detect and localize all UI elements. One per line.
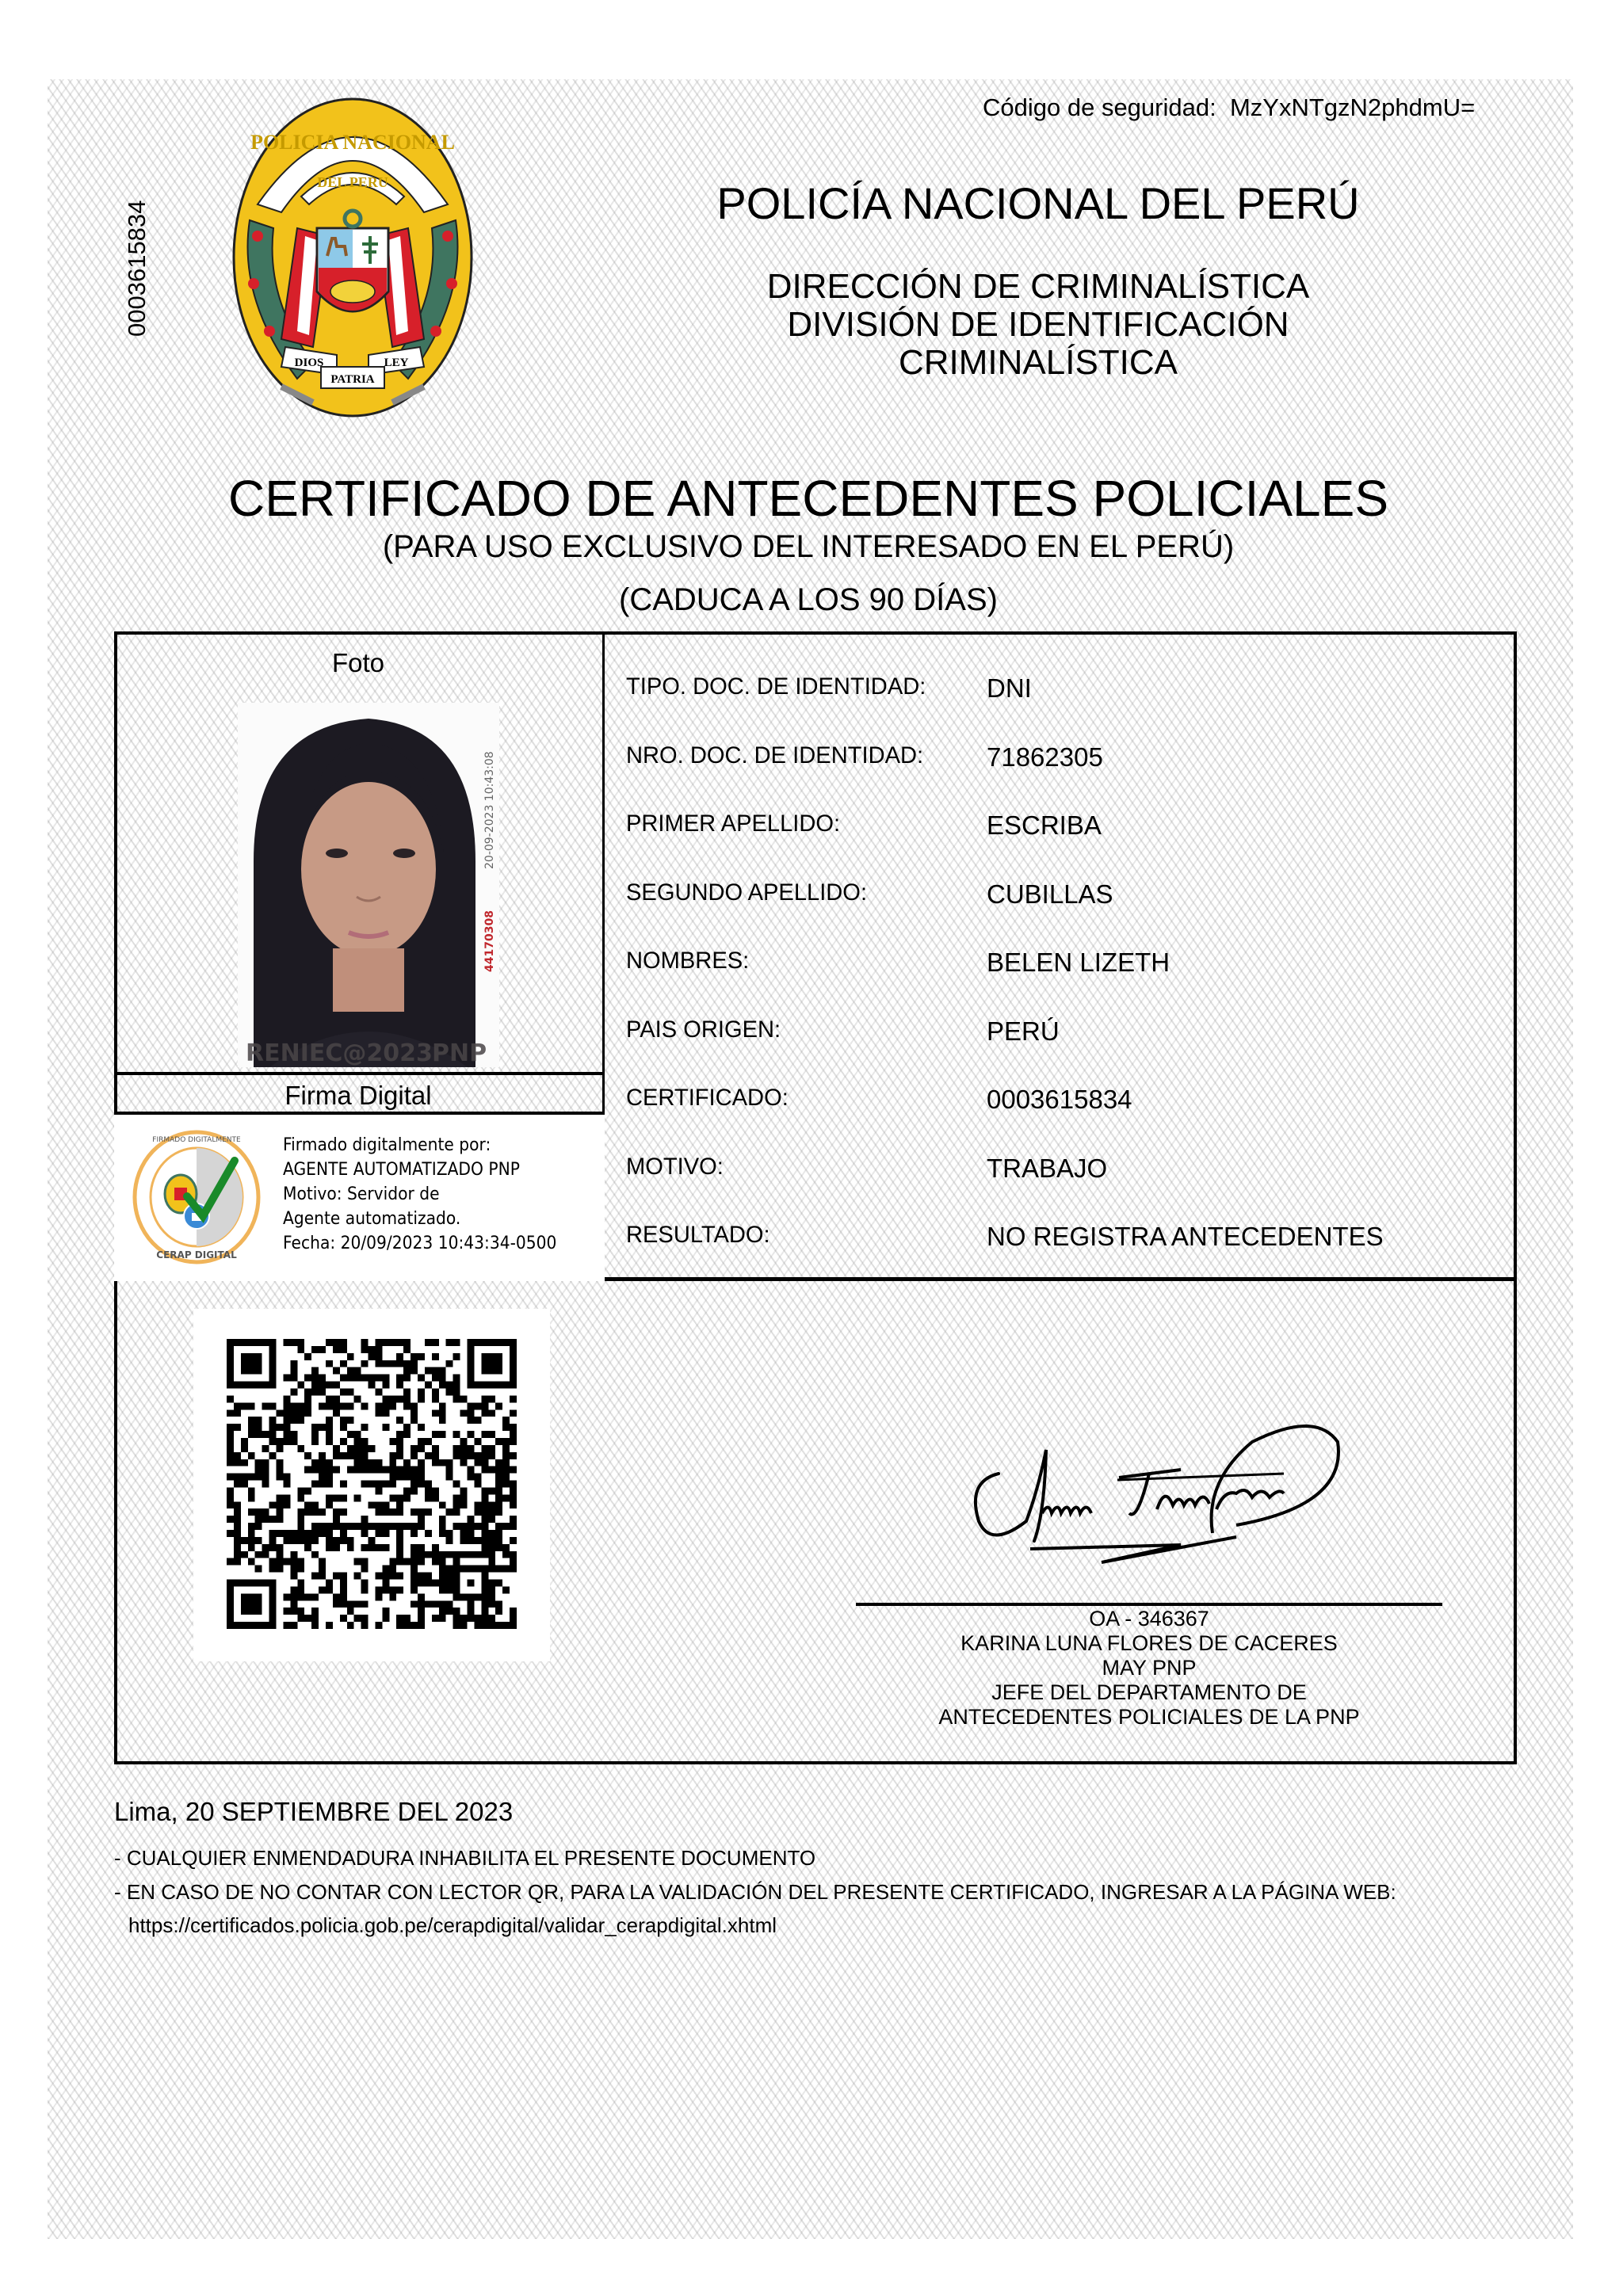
handwritten-signature [951, 1394, 1347, 1569]
cerap-digital-seal-icon [132, 1129, 262, 1265]
field-label: TIPO. DOC. DE IDENTIDAD: [626, 673, 926, 700]
svg-text:PATRIA: PATRIA [330, 373, 375, 386]
photo-overlay-reniec: RENIEC@2023 [246, 1039, 433, 1067]
institution-name: POLICÍA NACIONAL DEL PERÚ [716, 178, 1360, 228]
field-names [626, 938, 1506, 1007]
security-code-label: Código de seguridad: [983, 93, 1216, 121]
sig-line-reason-cont: Agente automatizado. [283, 1209, 461, 1229]
field-label: CERTIFICADO: [626, 1085, 789, 1111]
field-doc-type [626, 664, 1506, 733]
field-value: PERÚ [987, 1016, 1060, 1046]
department-block [650, 268, 1426, 382]
field-label: RESULTADO: [626, 1222, 770, 1248]
field-first-surname [626, 801, 1506, 870]
field-certificate [626, 1075, 1506, 1144]
field-country [626, 1007, 1506, 1076]
place-and-date: Lima, 20 SEPTIEMBRE DEL 2023 [114, 1797, 514, 1826]
certificate-title: CERTIFICADO DE ANTECEDENTES POLICIALES [227, 470, 1389, 527]
sig-line-signed-by: Firmado digitalmente por: [283, 1135, 491, 1155]
signer-rank: MAY PNP [1102, 1656, 1197, 1680]
field-label: NOMBRES: [626, 948, 750, 974]
field-value: NO REGISTRA ANTECEDENTES [987, 1222, 1384, 1251]
sig-line-reason: Motivo: Servidor de [283, 1184, 440, 1204]
holder-photo [238, 703, 499, 1067]
digital-signature-details [283, 1133, 556, 1256]
validation-note: - EN CASO DE NO CONTAR CON LECTOR QR, PARA LA VALIDACIÓN DEL PRESENTE CERTIFICADO, INGRESAR A LA PÁGINA WEB: [114, 1880, 1396, 1904]
field-value: TRABAJO [987, 1153, 1108, 1183]
security-code [983, 93, 1475, 122]
digital-signature-label: Firma Digital [285, 1081, 432, 1110]
signer-code: OA - 346367 [1089, 1607, 1209, 1630]
svg-text:POLICIA NACIONAL: POLICIA NACIONAL [250, 131, 455, 154]
field-result [626, 1212, 1506, 1281]
signer-position-2: ANTECEDENTES POLICIALES DE LA PNP [938, 1705, 1360, 1729]
svg-text:FIRMADO DIGITALMENTE: FIRMADO DIGITALMENTE [152, 1136, 241, 1144]
field-doc-number [626, 733, 1506, 802]
field-second-surname [626, 870, 1506, 939]
field-value: DNI [987, 673, 1032, 703]
field-value: 71862305 [987, 742, 1103, 772]
field-value: 0003615834 [987, 1085, 1132, 1114]
svg-text:44170308: 44170308 [483, 910, 496, 972]
svg-text:DEL PERU: DEL PERU [317, 174, 388, 190]
signer-position-1: JEFE DEL DEPARTAMENTO DE [991, 1680, 1307, 1704]
amendment-note: - CUALQUIER ENMENDADURA INHABILITA EL PRESENTE DOCUMENTO [114, 1846, 816, 1870]
photo-label: Foto [331, 648, 385, 677]
svg-text:DIOS: DIOS [294, 357, 324, 369]
signer-name: KARINA LUNA FLORES DE CACERES [960, 1631, 1338, 1655]
certificate-validity: (CADUCA A LOS 90 DÍAS) [619, 582, 998, 617]
field-label: MOTIVO: [626, 1153, 724, 1180]
field-value: ESCRIBA [987, 810, 1102, 840]
side-certificate-number [123, 162, 170, 337]
personal-data-fields [626, 664, 1506, 1281]
field-label: PAIS ORIGEN: [626, 1016, 781, 1043]
police-emblem-icon [226, 93, 479, 422]
validation-url-link[interactable]: https://certificados.policia.gob.pe/cerapdigital/validar_cerapdigital.xhtml [128, 1913, 777, 1937]
field-reason [626, 1144, 1506, 1213]
sig-line-date: Fecha: 20/09/2023 10:43:34-0500 [283, 1234, 557, 1253]
svg-text:CERAP DIGITAL: CERAP DIGITAL [156, 1249, 237, 1261]
svg-text:LEY: LEY [384, 357, 409, 369]
sig-line-agent: AGENTE AUTOMATIZADO PNP [283, 1160, 520, 1180]
field-value: CUBILLAS [987, 879, 1113, 909]
signer-block [856, 1607, 1442, 1730]
direction-name: DIRECCIÓN DE CRIMINALÍSTICA [766, 267, 1310, 306]
validation-qr-code[interactable] [227, 1339, 517, 1629]
field-label: SEGUNDO APELLIDO: [626, 879, 868, 906]
signature-line [856, 1603, 1442, 1606]
field-value: BELEN LIZETH [987, 948, 1170, 977]
side-number-text: 0003615834 [123, 200, 151, 337]
certificate-usage-note: (PARA USO EXCLUSIVO DEL INTERESADO EN EL PERÚ) [382, 529, 1235, 564]
field-label: NRO. DOC. DE IDENTIDAD: [626, 742, 924, 769]
photo-overlay-pnp: PNP [432, 1039, 487, 1067]
svg-text:20-09-2023 10:43:08: 20-09-2023 10:43:08 [483, 751, 496, 869]
security-code-value: MzYxNTgzN2phdmU= [1229, 93, 1476, 121]
field-label: PRIMER APELLIDO: [626, 810, 841, 837]
division-name: DIVISIÓN DE IDENTIFICACIÓN CRIMINALÍSTICA [787, 305, 1289, 382]
